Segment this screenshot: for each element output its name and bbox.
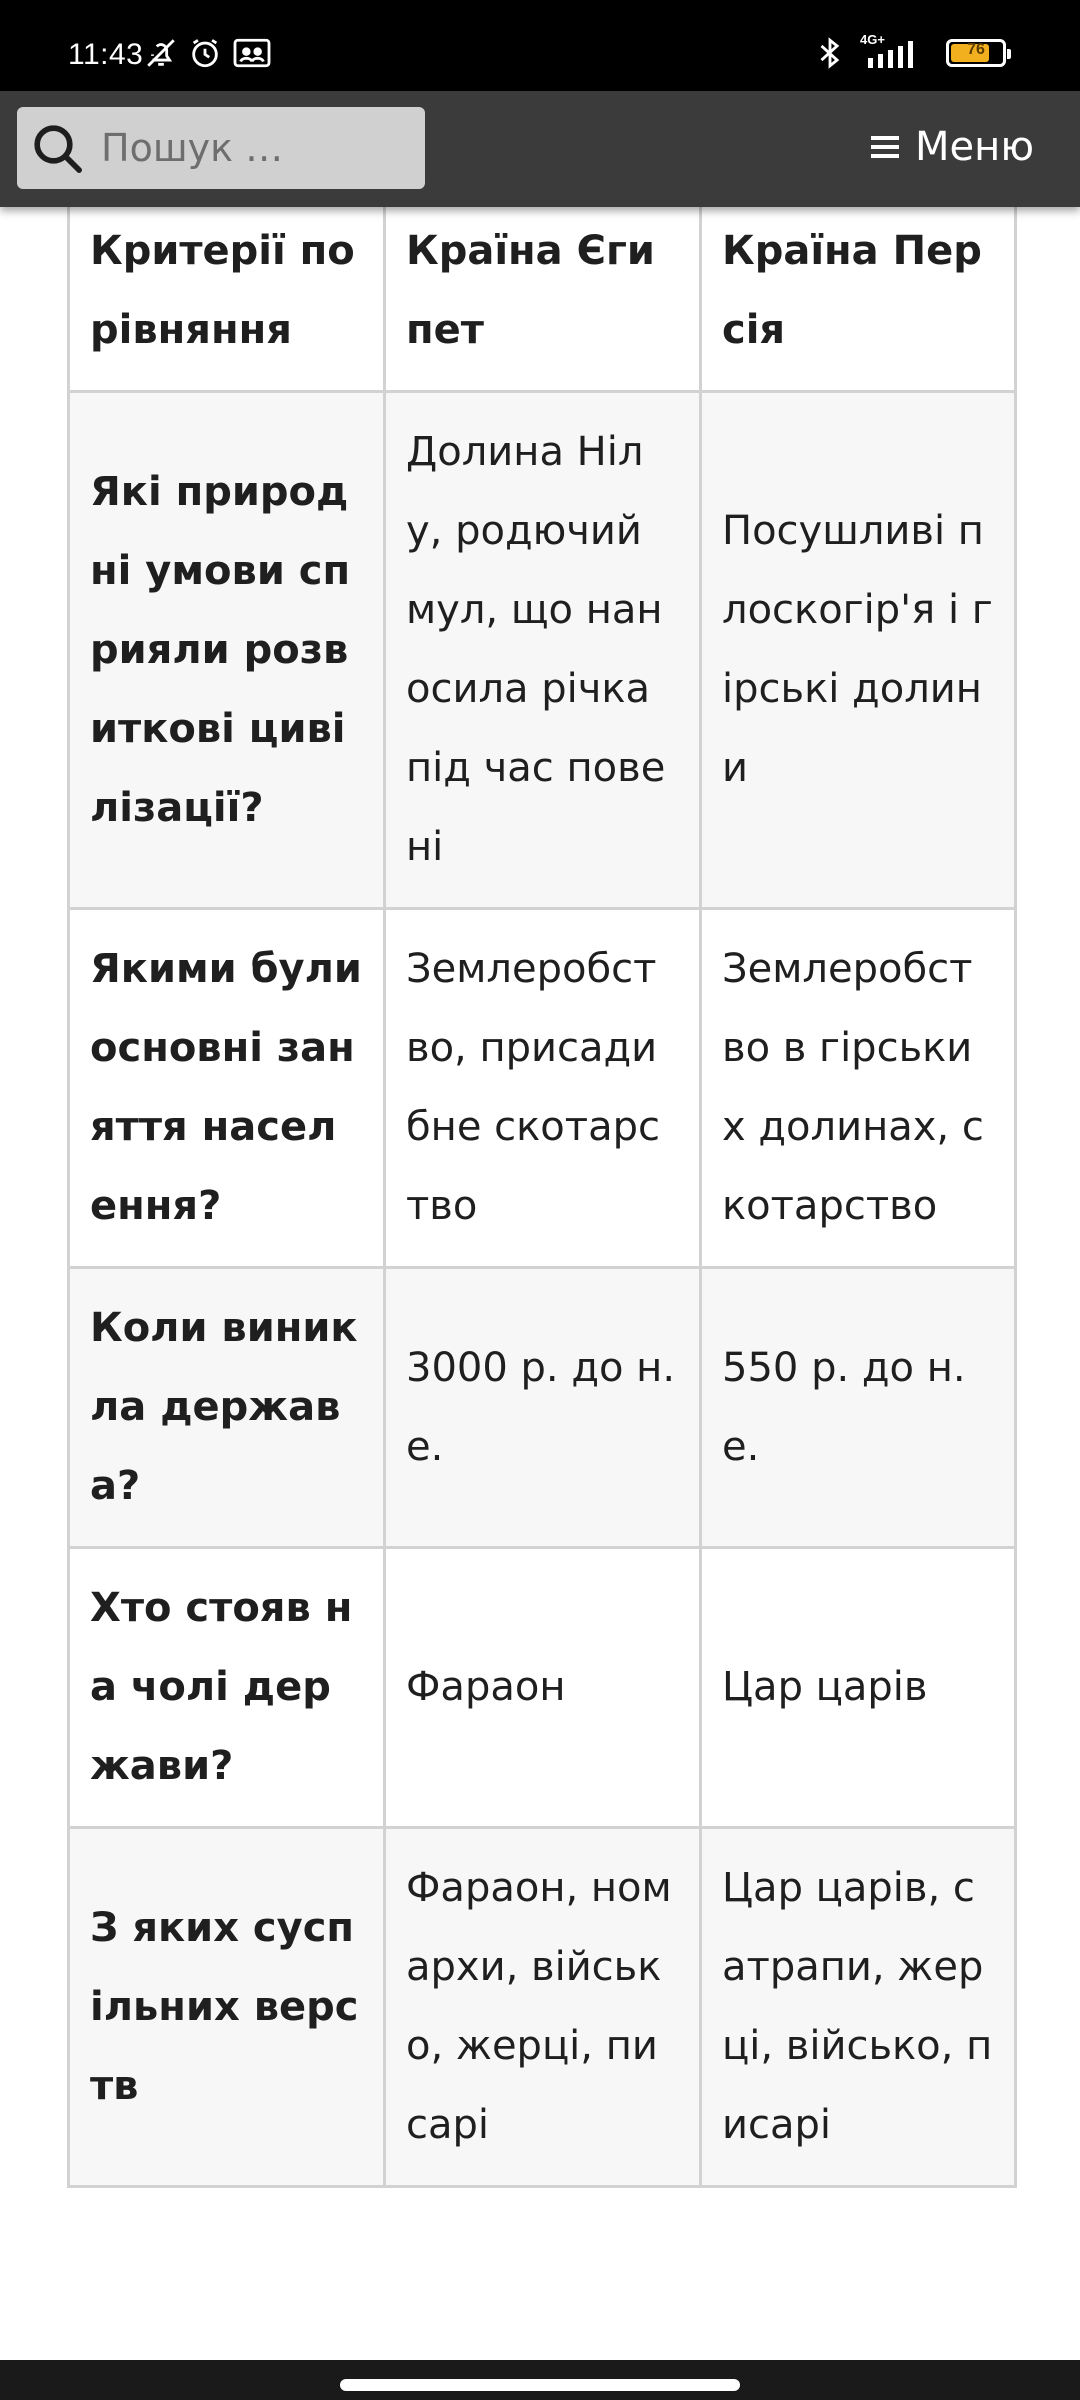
persia-cell: Посушливі плоскогір'я і гірські долини xyxy=(701,392,1016,909)
persia-cell: Цар царів xyxy=(701,1548,1016,1828)
status-icons-right xyxy=(816,32,1006,70)
criterion-cell: Які природні умови сприяли розвиткові цивілізації? xyxy=(69,392,385,909)
egypt-cell: Долина Нілу, родючий мул, що наносила річка під час повені xyxy=(385,392,701,909)
signal-icon xyxy=(860,32,930,70)
table-header-row xyxy=(69,207,1016,392)
status-bar xyxy=(0,0,1080,91)
egypt-cell: Землеробство, присадибне скотарство xyxy=(385,909,701,1268)
header-persia: Країна Персія xyxy=(701,207,1016,392)
battery-level: 76 xyxy=(967,41,985,58)
criterion-cell: Коли виникла держава? xyxy=(69,1268,385,1548)
comparison-table xyxy=(67,207,1017,2188)
search-box[interactable] xyxy=(17,107,425,189)
criterion-cell: З яких суспільних верств xyxy=(69,1828,385,2187)
persia-cell: Землеробство в гірських долинах, скотарство xyxy=(701,909,1016,1268)
criterion-cell: Якими були основні заняття населення? xyxy=(69,909,385,1268)
main-content[interactable] xyxy=(0,207,1080,2360)
network-type: 4G+ xyxy=(860,32,885,47)
table-row xyxy=(69,1268,1016,1548)
table-row xyxy=(69,392,1016,909)
alarm-icon xyxy=(188,36,222,70)
battery-cap xyxy=(1007,49,1011,59)
status-icons-left xyxy=(144,36,272,70)
egypt-cell: 3000 р. до н. е. xyxy=(385,1268,701,1548)
persia-cell: Цар царів, сатрапи, жерці, військо, писарі xyxy=(701,1828,1016,2187)
mute-icon xyxy=(144,36,178,70)
table-row xyxy=(69,1548,1016,1828)
header-egypt: Країна Єгипет xyxy=(385,207,701,392)
bluetooth-icon xyxy=(816,36,844,70)
hamburger-icon xyxy=(871,134,899,160)
home-indicator[interactable] xyxy=(340,2379,740,2391)
notification-icon xyxy=(232,36,272,70)
site-header xyxy=(0,91,1080,207)
egypt-cell: Фараон, номархи, військо, жерці, писарі xyxy=(385,1828,701,2187)
search-input[interactable] xyxy=(99,125,423,171)
navigation-bar xyxy=(0,2360,1080,2400)
search-icon[interactable] xyxy=(29,120,85,176)
battery-icon xyxy=(946,39,1006,67)
status-time: 11:43 xyxy=(68,38,144,71)
table-row xyxy=(69,1828,1016,2187)
criterion-cell: Хто стояв на чолі держави? xyxy=(69,1548,385,1828)
persia-cell: 550 р. до н. е. xyxy=(701,1268,1016,1548)
menu-label: Меню xyxy=(915,124,1034,170)
header-criteria: Критерії порівняння xyxy=(69,207,385,392)
menu-button[interactable] xyxy=(871,115,1034,179)
table-row xyxy=(69,909,1016,1268)
egypt-cell: Фараон xyxy=(385,1548,701,1828)
